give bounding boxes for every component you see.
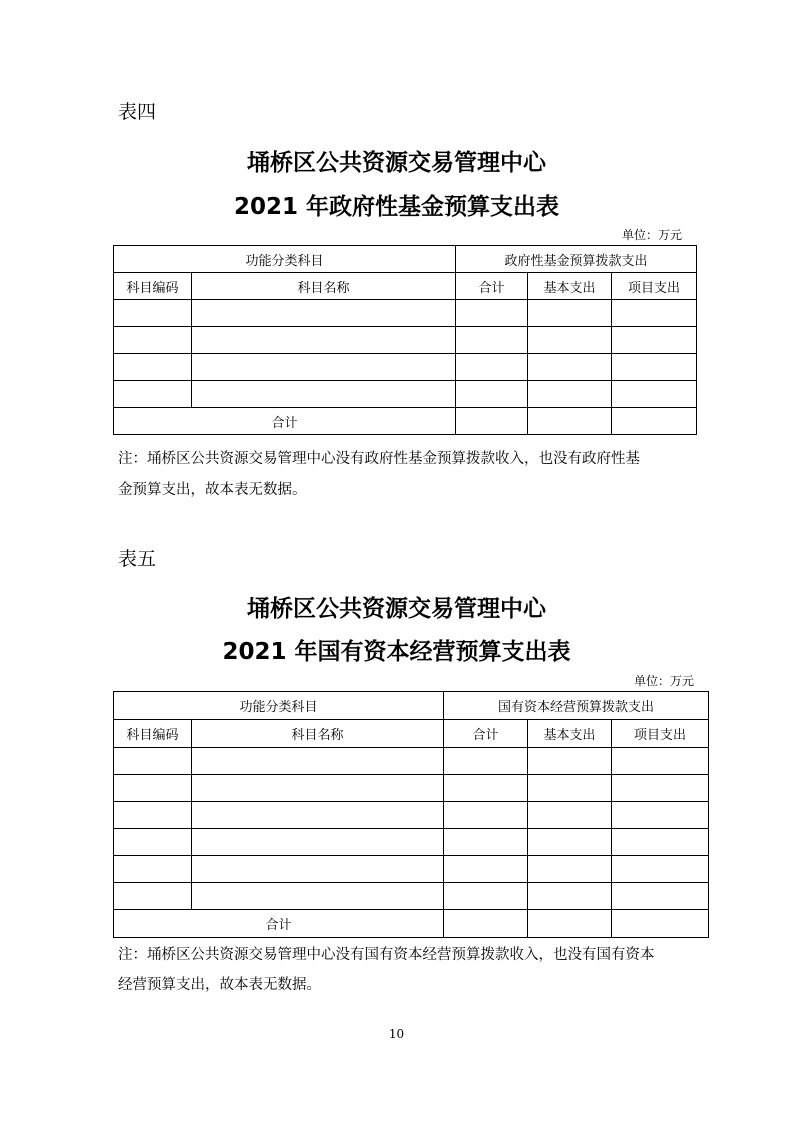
table4-title-line2: 2021 年政府性基金预算支出表 [233, 194, 560, 220]
table4-title-line1: 埇桥区公共资源交易管理中心 [247, 150, 546, 176]
table5-title-line2: 2021 年国有资本经营预算支出表 [222, 639, 571, 665]
page-number: 10 [388, 1027, 405, 1041]
table4-col-basic: 基本支出 [528, 273, 612, 300]
table-row [114, 775, 709, 802]
table-row [114, 802, 709, 829]
section-label-table5: 表五 [118, 548, 157, 570]
table-row [114, 327, 697, 354]
table4-grid [113, 245, 697, 435]
table5-title-line1: 埇桥区公共资源交易管理中心 [247, 596, 546, 622]
section-label-table4: 表四 [118, 101, 157, 123]
table5-header-group-right: 国有资本经营预算拨款支出 [444, 692, 709, 720]
table4-note-line2: 金预算支出，故本表无数据。 [118, 482, 307, 498]
table4-unit: 单位：万元 [622, 228, 683, 242]
table4-header-group-right: 政府性基金预算拨款支出 [456, 246, 697, 273]
table4-col-code: 科目编码 [114, 273, 192, 300]
table4-col-name: 科目名称 [192, 273, 456, 300]
table-row [114, 748, 709, 775]
table-row [114, 856, 709, 883]
table5-col-project: 项目支出 [612, 720, 709, 748]
table4-header-group-left: 功能分类科目 [114, 246, 456, 273]
table-row [114, 829, 709, 856]
table5-grid [113, 691, 709, 938]
table-row [114, 381, 697, 408]
table4-col-total: 合计 [456, 273, 528, 300]
table5-unit: 单位：万元 [634, 674, 695, 688]
table5-note-line1: 注：埇桥区公共资源交易管理中心没有国有资本经营预算拨款收入，也没有国有资本 [118, 947, 655, 963]
table5-col-name: 科目名称 [192, 720, 444, 748]
table5-col-basic: 基本支出 [528, 720, 612, 748]
table4-note-line1: 注：埇桥区公共资源交易管理中心没有政府性基金预算拨款收入，也没有政府性基 [118, 451, 640, 467]
table-row [114, 883, 709, 910]
table5-total-label: 合计 [114, 910, 444, 938]
table4-total-label: 合计 [114, 408, 456, 435]
table-row [114, 354, 697, 381]
table5-col-total: 合计 [444, 720, 528, 748]
table4-col-project: 项目支出 [612, 273, 697, 300]
table-row [114, 300, 697, 327]
table5-header-group-left: 功能分类科目 [114, 692, 444, 720]
table5-note-line2: 经营预算支出，故本表无数据。 [118, 977, 321, 993]
table5-col-code: 科目编码 [114, 720, 192, 748]
